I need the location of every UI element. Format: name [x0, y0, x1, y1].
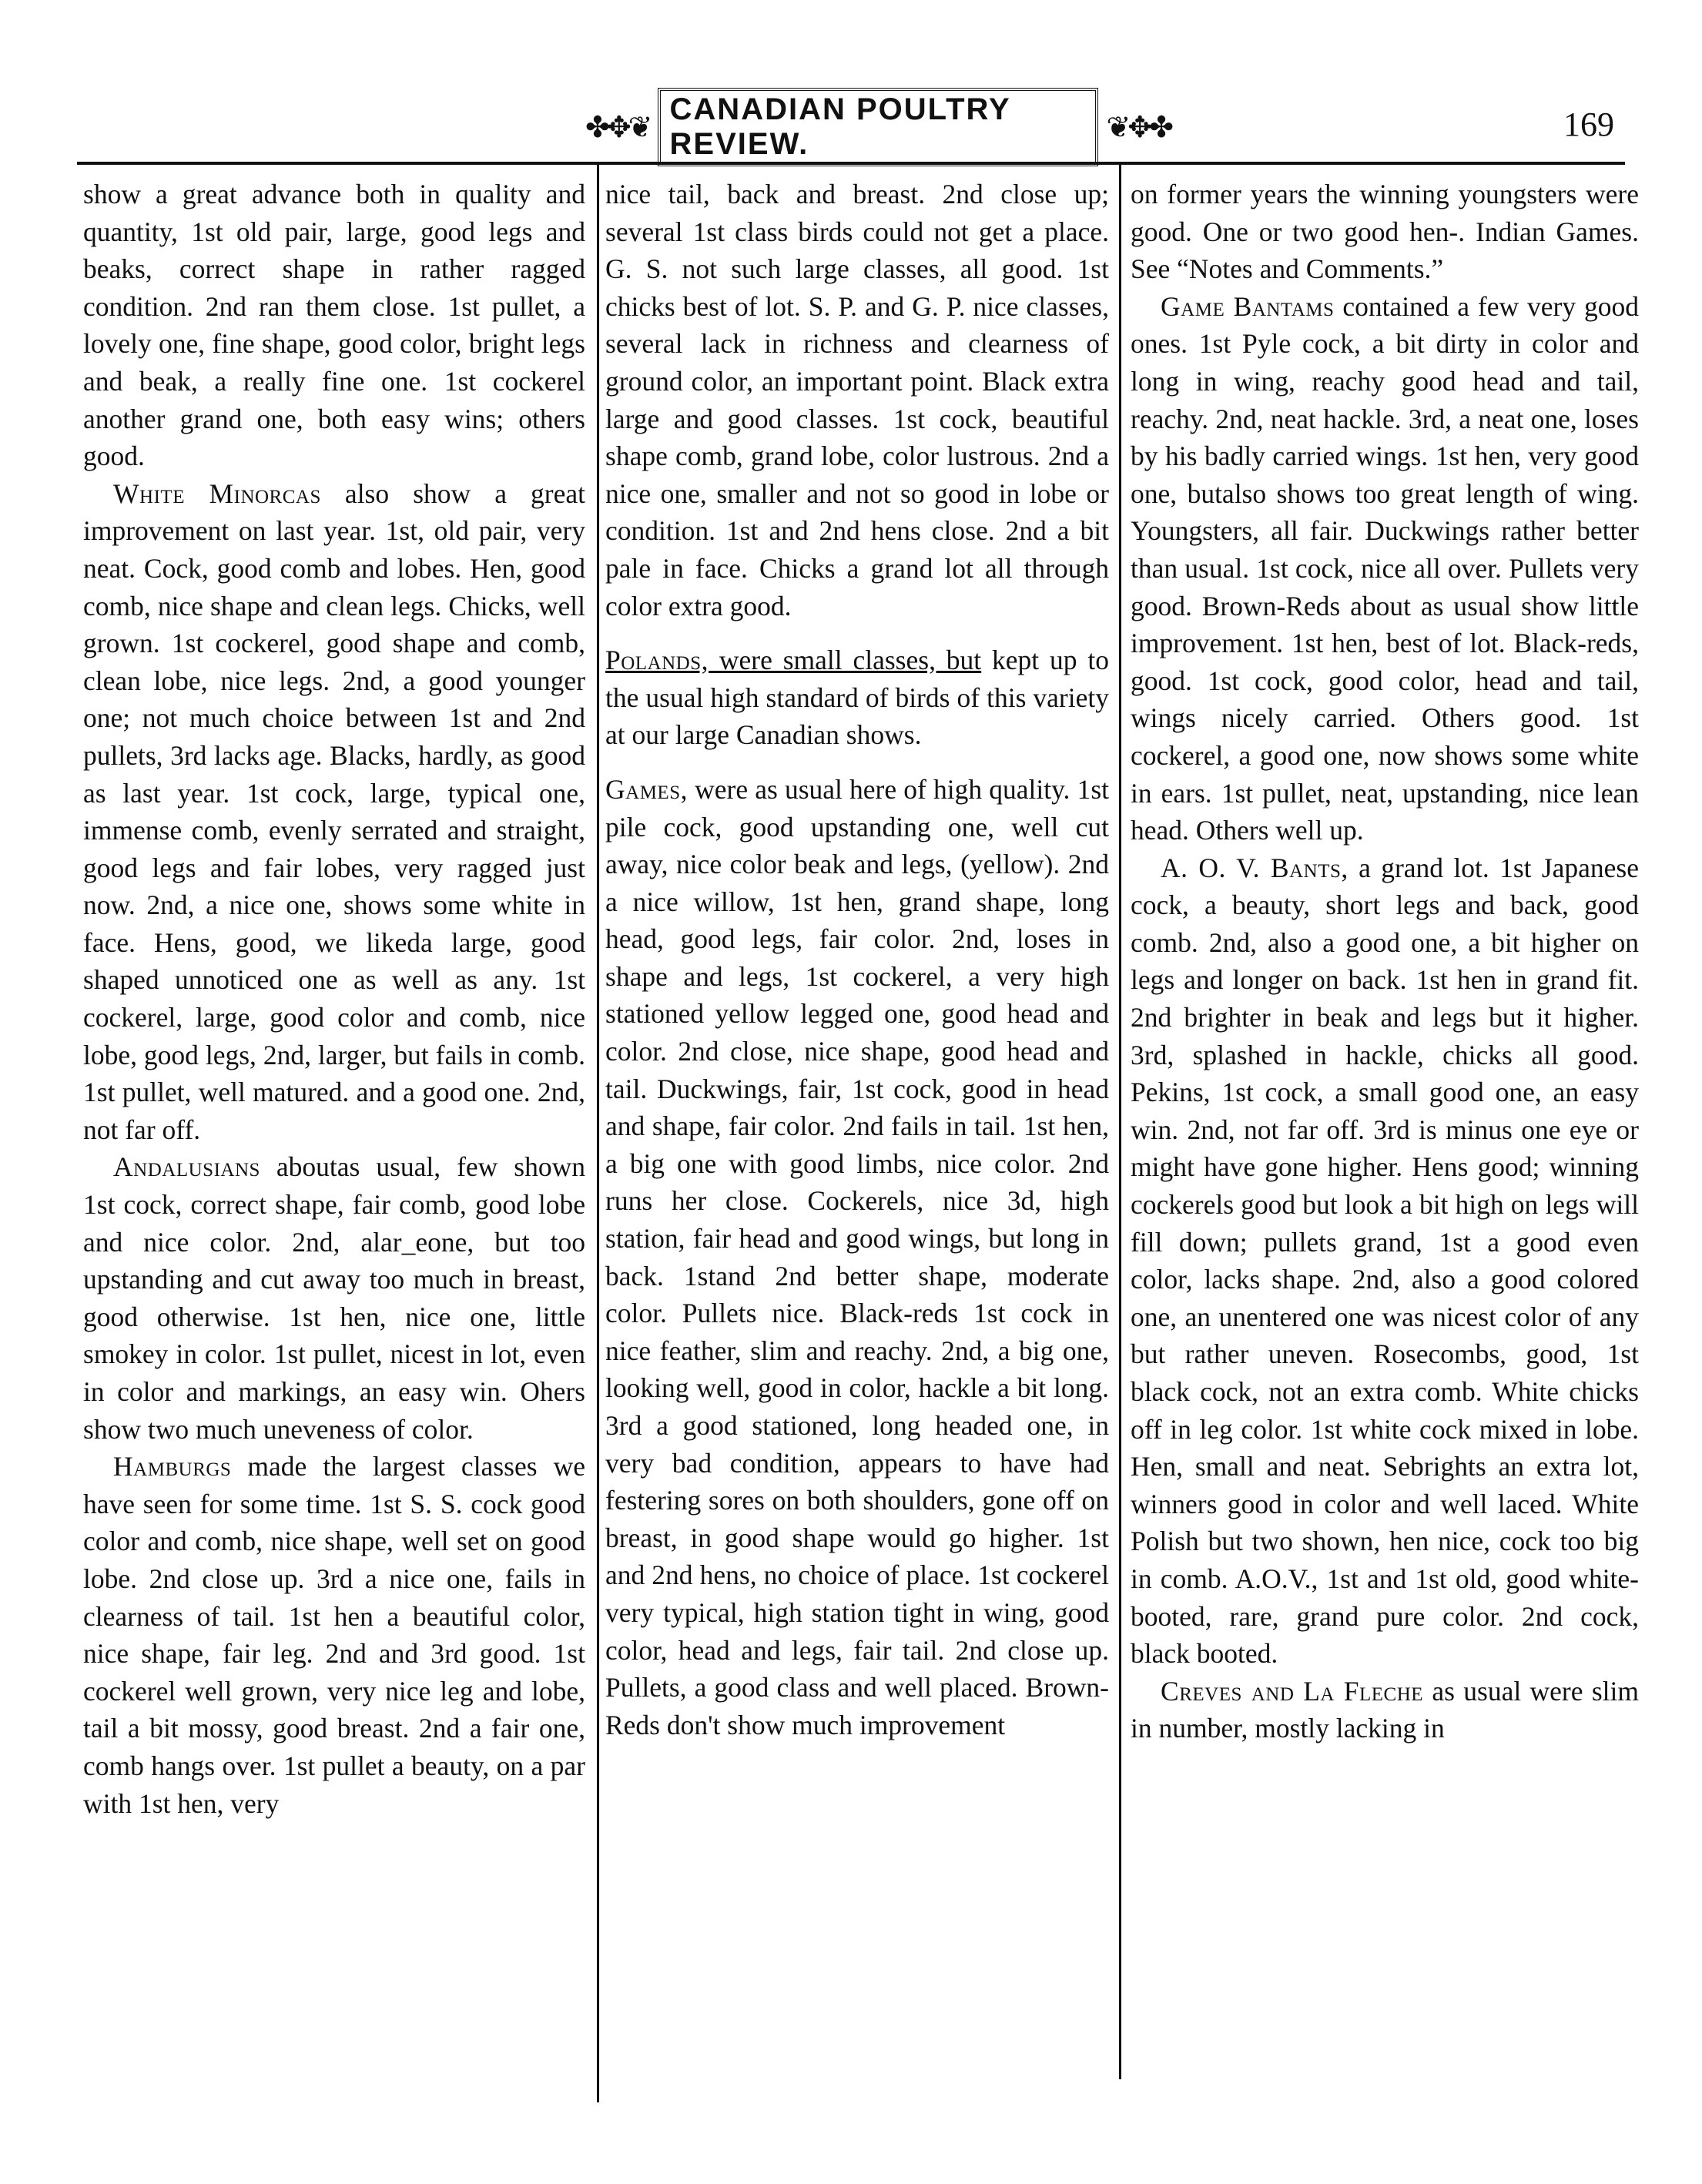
- paragraph-andalusians: Andalusians aboutas usual, few shown 1st cock, correct shape, fair comb, good lobe and nice color. 2nd, alar_eone, but too upstanding and cut away too much in breast, good otherwise. 1st hen, nice one, little smokey in color. 1st pullet, nicest in lot, even in color and markings, an easy win. Ohers show two much uneveness of color.: [83, 1151, 585, 1445]
- left-ornament-icon: ✤✥❦: [585, 110, 650, 144]
- paragraph-hamburgs: Hamburgs made the largest classes we have seen for some time. 1st S. S. cock good color and comb, nice shape, well set on good lobe. 2nd close up. 3rd a nice one, fails in clearness of tail. 1st hen a beautiful color, nice shape, fair leg. 2nd and 3rd good. 1st cockerel well grown, very nice leg and lobe, tail a bit mossy, good breast. 2nd a fair one, comb hangs over. 1st pullet a beauty, on a par with 1st hen, very: [83, 1451, 585, 1819]
- section-heading: Andalusians: [113, 1151, 260, 1183]
- column-3: [1131, 176, 1639, 1747]
- right-ornament-icon: ❦✥✤: [1106, 110, 1171, 144]
- header-rule: [77, 162, 1625, 165]
- masthead: [585, 92, 1171, 162]
- page-number: 169: [1563, 106, 1614, 143]
- paragraph-polands: Polands, were small classes, but kept up to the usual high standard of birds of this variety at our large Canadian shows.: [605, 645, 1109, 751]
- section-heading: Hamburgs: [113, 1451, 232, 1482]
- paragraph-games: Games, were as usual here of high quality. 1st pile cock, good upstanding one, well cut away, nice color beak and legs, (yellow). 2nd a nice willow, 1st hen, grand shape, long head, good legs, fair color. 2nd, loses in shape and legs, 1st cockerel, a very high stationed yellow legged one, good head and color. 2nd close, nice shape, good head and tail. Duckwings, fair, 1st cock, good in head and shape, fair color. 2nd fails in tail. 1st hen, a big one with good limbs, nice color. 2nd runs her close. Cockerels, nice 3d, high station, fair head and good wings, but long in back. 1stand 2nd better shape, moderate color. Pullets nice. Black-reds 1st cock in nice feather, slim and reachy. 2nd, a big one, looking well, good in color, hackle a bit long. 3rd a good stationed, long headed one, in very bad condition, appears to have had festering sores on both shoulders, gone off on breast, in good shape would go higher. 1st and 2nd hens, no choice of place. 1st cockerel very typical, high station tight in wing, good color, head and legs, fair tail. 2nd close up. Pullets, a good class and well placed. Brown-Reds don't show much improvement: [605, 773, 1109, 1740]
- column-1: [83, 176, 585, 1822]
- paragraph-continued: on former years the winning youngsters were good. One or two good hen-. Indian Games. See “Notes and Comments.”: [1131, 179, 1639, 285]
- paragraph-continued: nice tail, back and breast. 2nd close up; several 1st class birds could not get a place. G. S. not such large classes, all good. 1st chicks best of lot. S. P. and G. P. nice classes, several lack in richness and clearness of ground color, an important point. Black extra large and good classes. 1st cock, beautiful shape comb, grand lobe, color lustrous. 2nd a nice one, smaller and not so good in lobe or condition. 1st and 2nd hens close. 2nd a bit pale in face. Chicks a grand lot all through color extra good.: [605, 179, 1109, 621]
- column-divider-2: [1119, 162, 1121, 2079]
- section-heading: A. O. V. Bants,: [1161, 852, 1349, 883]
- paragraph-aov-bants: A. O. V. Bants, a grand lot. 1st Japanese cock, a beauty, short legs and back, good comb. 2nd, also a good one, a bit higher on legs and longer on back. 1st hen in grand fit. 2nd brighter in beak and legs but it higher. 3rd, splashed in hackle, chicks all good. Pekins, 1st cock, a small good one, an easy win. 2nd, not far off. 3rd is minus one eye or might have gone higher. Hens good; winning cockerels good but look a bit high on legs will fill down; pullets grand, 1st a good even color, lacks shape. 2nd, also a good colored one, an unentered one was nicest color of any but rather uneven. Rosecombs, good, 1st black cock, not an extra comb. White chicks off in leg color. 1st white cock mixed in lobe. Hen, small and neat. Sebrights an extra lot, winners good in color and well laced. White Polish but two shown, hen nice, cock too big in comb. A.O.V., 1st and 1st old, good white-booted, rare, grand pure color. 2nd cock, black booted.: [1131, 852, 1639, 1670]
- section-heading: Creves and La Fleche: [1161, 1675, 1424, 1707]
- column-divider-1: [597, 162, 599, 2102]
- section-heading: Game Bantams: [1161, 290, 1335, 322]
- publication-title: CANADIAN POULTRY REVIEW.: [658, 88, 1099, 166]
- paragraph-continued: show a great advance both in quality and quantity, 1st old pair, large, good legs and beaks, correct shape in rather ragged condition. 2nd ran them close. 1st pullet, a lovely one, fine shape, good color, bright legs and beak, a really fine one. 1st cockerel another grand one, both easy wins; others good.: [83, 179, 585, 472]
- paragraph-white-minorcas: White Minorcas also show a great improvement on last year. 1st, old pair, very neat. Cock, good comb and lobes. Hen, good comb, nice shape and clean legs. Chicks, well grown. 1st cockerel, good shape and comb, clean lobe, nice legs. 2nd, a good younger one; not much choice between 1st and 2nd pullets, 3rd lacks age. Blacks, hardly, as good as last year. 1st cock, large, typical one, immense comb, evenly serrated and straight, good legs and fair lobes, very ragged just now. 2nd, a nice one, shows some white in face. Hens, good, we likeda large, good shaped unnoticed one as well as any. 1st cockerel, large, good color and comb, nice lobe, good legs, 2nd, larger, but fails in comb. 1st pullet, well matured. and a good one. 2nd, not far off.: [83, 477, 586, 1145]
- paragraph-game-bantams: Game Bantams contained a few very good ones. 1st Pyle cock, a bit dirty in color and long in wing, reachy good head and tail, reachy. 2nd, neat hackle. 3rd, a neat one, loses by his badly carried wings. 1st hen, very good one, butalso shows too great length of wing. Youngsters, all fair. Duckwings rather better than usual. 1st cock, nice all over. Pullets very good. Brown-Reds about as usual show little improvement. 1st hen, best of lot. Black-reds, good. 1st cock, good color, head and tail, wings nicely carried. Others good. 1st cockerel, a good one, now shows some white in ears. 1st pullet, neat, upstanding, nice lean head. Others well up.: [1131, 290, 1640, 846]
- section-heading: White Minorcas: [113, 477, 321, 509]
- section-heading: Games,: [605, 773, 688, 805]
- section-heading: Polands,: [605, 645, 709, 676]
- paragraph-creves: Creves and La Fleche as usual were slim in number, mostly lacking in: [1131, 1675, 1639, 1744]
- column-2: [605, 176, 1109, 1744]
